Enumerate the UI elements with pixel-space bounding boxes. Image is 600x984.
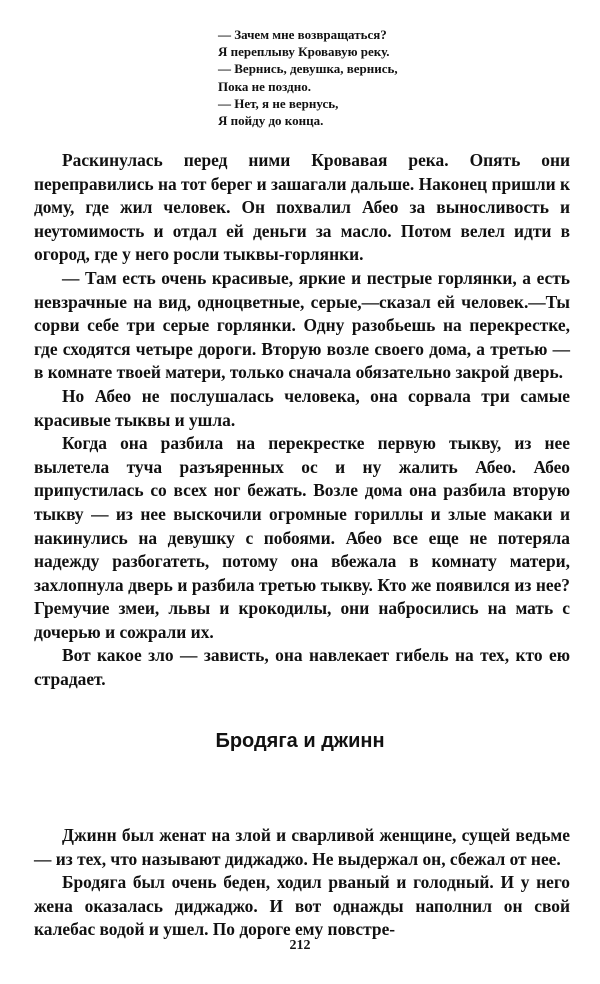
verse-line: Я пойду до конца. (218, 113, 324, 129)
story-text-first (34, 149, 570, 692)
verse-block (218, 26, 478, 129)
paragraph: Раскинулась перед ними Кровавая река. Опять они переправились на тот берег и зашагали дальше. Наконец пришли к дому, где жил человек. Он похвалил Абео за выносливость и неутомимость и отдал ей деньги за масло. Потом велел идти в огород, где у него росли тыквы-горлянки. (34, 150, 570, 265)
paragraph: Но Абео не послушалась человека, она сорвала три самые красивые тыквы и ушла. (34, 385, 570, 430)
paragraph: Джинн был женат на злой и сварливой женщине, сущей ведьме — из тех, что называют диджаджо. Не выдержал он, сбежал от нее. (34, 825, 570, 869)
paragraph: — Там есть очень красивые, яркие и пестрые горлянки, а есть невзрачные на вид, одноцветные, серые,—сказал ей человек.—Ты сорви себе три серые горлянки. Одну разобьешь на перекрестке, где сходятся четыре дороги. Вторую возле своего дома, а третью — в комнате твоей матери, только сначала обязательно закрой дверь. (34, 267, 570, 383)
verse-line: — Зачем мне возвращаться? (218, 27, 387, 42)
paragraph: Бродяга был очень беден, ходил рваный и голодный. И у него жена оказалась диджаджо. И вот однажды наполнил он свой калебас водой и ушел. По дороге ему повстре- (34, 872, 570, 940)
verse-line: — Нет, я не вернусь, (218, 95, 339, 111)
verse-line: — Вернись, девушка, вернись, (218, 61, 398, 77)
paragraph: Когда она разбила на перекрестке первую тыкву, из нее вылетела туча разъяренных ос и ну жалить Абео. Абео припустилась со всех ног бежать. Возле дома она разбила вторую тыкву — из нее выскочили огромные гориллы и злые макаки и накинулись на девушку с побоями. Абео все еще не потеряла надежду разбогатеть, потому она вбежала в комнату матери, захлопнула дверь и разбила третью тыкву. Кто же появился из нее? Гремучие змеи, львы и крокодилы, они набросились на мать с дочерью и сожрали их. (34, 433, 570, 642)
paragraph: Вот какое зло — зависть, она навлекает гибель на тех, кто ею страдает. (34, 645, 570, 690)
verse-line: Я переплыву Кровавую реку. (218, 44, 390, 60)
story-title: Бродяга и джинн (215, 730, 385, 752)
story-text-second (34, 824, 570, 942)
page-number: 212 (289, 938, 311, 953)
verse-line: Пока не поздно. (218, 78, 311, 94)
